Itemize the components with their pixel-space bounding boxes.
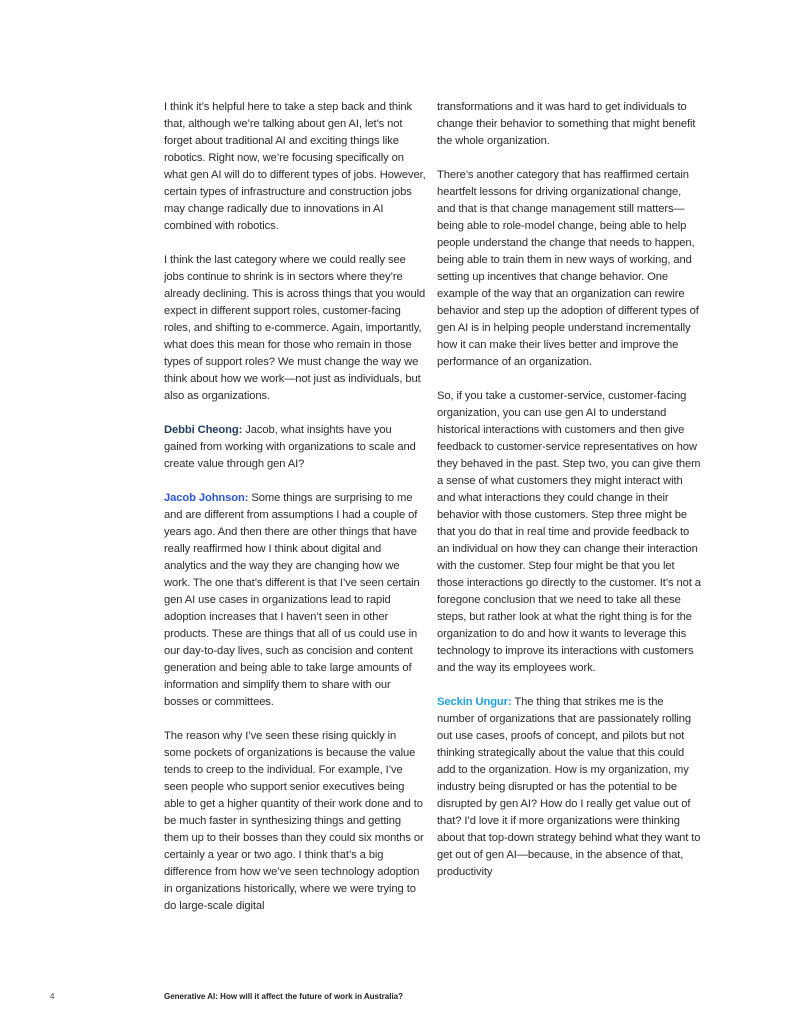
left-paragraph-2: I think the last category where we could really see jobs continue to shrink is in sectors where they’re already declining. This is across things that you would expect in different support roles, customer-facing roles, and shifting to e-commerce. Again, importantly, what does this mean for those who remain in those types of support roles? We must change the way we think about how we work—not just as individuals, but also as organizations. (164, 254, 426, 402)
right-paragraph-2: There’s another category that has reaffirmed certain heartfelt lessons for driving organizational change, and that is that change management still matters—being able to role-model change, being able to help people understand the change that needs to happen, being able to train them in new ways of working, and setting up incentives that change behavior. One example of the way that an organization can rewire behavior and step up the adoption of different types of gen AI is in helping people understand incrementally how it can make their lives better and improve the performance of an organization. (437, 169, 699, 368)
right-paragraph-3: So, if you take a customer-service, customer-facing organization, you can use gen AI to understand historical interactions with customers and then give feedback to customer-service representatives on how they behaved in the past. Step two, you can give them a sense of what customers they might interact with and what interactions they could change in their behavior with those customers. Step three might be that you do that in real time and provide feedback to an individual on how they can change their interaction with the customer. Step four might be that you let those interactions go directly to the customer. It’s not a foregone conclusion that we need to take all these steps, but rather look at what the right thing is for the organization to do and how it wants to leverage this technology to improve its interactions with customers and the way its employees work. (437, 390, 701, 674)
right-column (437, 99, 702, 898)
right-paragraph-4 (437, 694, 702, 881)
right-paragraph-1: transformations and it was hard to get individuals to change their behavior to something that might benefit the whole organization. (437, 101, 696, 147)
page-number: 4 (50, 992, 55, 1001)
left-paragraph-1: I think it’s helpful here to take a step back and think that, although we’re talking about gen AI, let’s not forget about traditional AI and exciting things like robotics. Right now, we’re focusing specifically on what gen AI will do to different types of jobs. However, certain types of infrastructure and construction jobs may change radically due to innovations in AI combined with robotics. (164, 101, 426, 232)
left-paragraph-3-text: Jacob, what insights have you gained from working with organizations to scale and create value through gen AI? (164, 424, 416, 470)
left-paragraph-5: The reason why I’ve seen these rising quickly in some pockets of organizations is because the value tends to creep to the individual. For example, I’ve seen people who support senior executives being able to get a higher quantity of their work done and to be much faster in synthesizing things and getting them up to their bosses than they could six months or certainly a year or two ago. I think that’s a big difference from how we’ve seen technology adoption in organizations historically, where we were trying to do large-scale digital (164, 730, 424, 912)
right-paragraph-4-text: The thing that strikes me is the number of organizations that are passionately rolling out use cases, proofs of concept, and pilots but not thinking strategically about the value that this could add to the organization. How is my organization, my industry being disrupted or has the potential to be disrupted by gen AI? How do I really get value out of that? I’d love it if more organizations were thinking about that top-down strategy behind what they want to get out of gen AI—because, in the absence of that, productivity (437, 696, 701, 878)
speaker-jacob-johnson: Jacob Johnson: (164, 492, 249, 504)
speaker-debbi-cheong: Debbi Cheong: (164, 424, 243, 436)
left-paragraph-4-text: Some things are surprising to me and are different from assumptions I had a couple of years ago. And then there are other things that have really reaffirmed how I think about digital and analytics and the way they are changing how we work. The one that’s different is that I’ve seen certain gen AI use cases in organizations lead to rapid adoption increases that I haven’t seen in other products. These are things that all of us could use in our day-to-day lives, such as concision and content generation and being able to take large amounts of information and simplify them to share with our bosses or committees. (164, 492, 420, 708)
speaker-seckin-ungur: Seckin Ungur: (437, 696, 512, 708)
left-paragraph-3 (164, 422, 426, 473)
footer-title: Generative AI: How will it affect the future of work in Australia? (164, 992, 403, 1001)
left-paragraph-4 (164, 490, 426, 711)
left-column (164, 99, 426, 932)
